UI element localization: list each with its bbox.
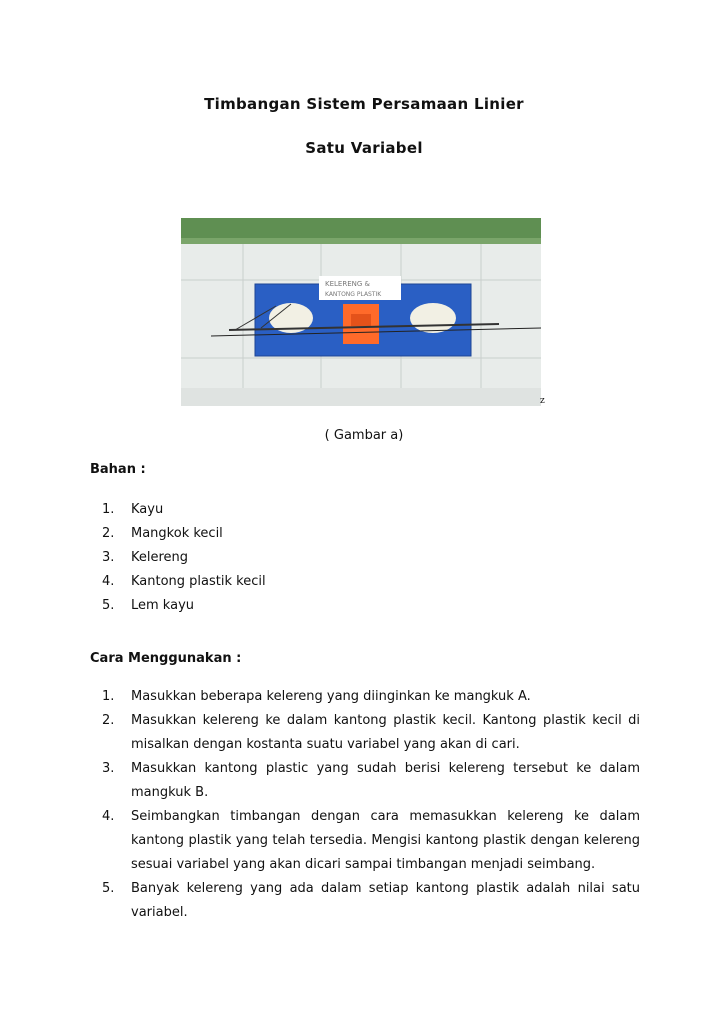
cara-list [96,685,640,925]
section-heading-cara: Cara Menggunakan : [90,651,242,666]
list-item: 5. Banyak kelereng yang ada dalam setiap kantong plastik adalah nilai satu variabel. [102,881,640,920]
bahan-list [96,498,396,618]
list-item: 5. Lem kayu [102,598,195,613]
list-item: 1. Kayu [102,502,164,517]
document-subtitle: Satu Variabel [305,139,423,157]
list-item: 3. Kelereng [102,550,189,565]
list-item: 4. Seimbangkan timbangan dengan cara memasukkan kelereng ke dalam kantong plastik yang telah tersedia. Mengisi kantong plastik dengan kelereng sesuai variabel yang akan dicari sampai timbangan menjadi seimbang. [102,809,640,872]
balance-scale-photo [181,218,541,406]
figure-caption: ( Gambar a) [324,428,404,443]
list-item: 1. Masukkan beberapa kelereng yang diinginkan ke mangkuk A. [102,689,531,704]
section-heading-bahan: Bahan : [90,462,146,477]
list-item: 2. Masukkan kelereng ke dalam kantong plastik kecil. Kantong plastik kecil di misalkan dengan kostanta suatu variabel yang akan di cari. [102,713,640,752]
photo-label-line1: KELERENG & [325,280,370,288]
photo-label-line2: KANTONG PLASTIK [325,291,382,298]
photo-corner-mark: z [540,396,545,406]
list-item: 4. Kantong plastik kecil [102,574,266,589]
document-title: Timbangan Sistem Persamaan Linier [204,95,524,113]
list-item: 2. Mangkok kecil [102,526,223,541]
list-item: 3. Masukkan kantong plastic yang sudah berisi kelereng tersebut ke dalam mangkuk B. [102,761,640,800]
